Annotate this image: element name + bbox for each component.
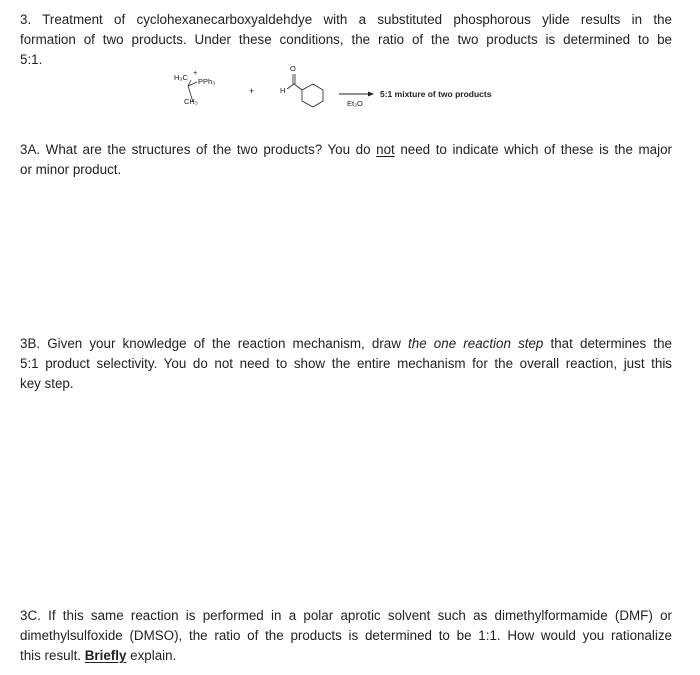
question-3c: [20, 606, 672, 666]
question-3b: [20, 334, 672, 394]
question-3c-line-2: dimethylsulfoxide (DMSO), the ratio of the products is determined to be 1:1. How would you rationalize: [20, 628, 672, 643]
question-3b-line-2: 5:1 product selectivity. You do not need to show the entire mechanism for the overall reaction, just this: [20, 356, 672, 371]
question-3a: [20, 140, 672, 180]
question-3c-text-end: explain.: [126, 648, 177, 663]
question-3a-text-end: need to indicate which of these is the major: [394, 142, 672, 157]
ylide-phosphorus-label: PPh₃: [198, 77, 216, 86]
question-3c-emphasis: Briefly: [84, 648, 127, 663]
reaction-scheme-drawing: [0, 62, 700, 120]
ylide-methyl-top-label: H₃C: [174, 73, 188, 82]
solvent-label: Et₂O: [347, 99, 363, 108]
question-3b-line-3: key step.: [20, 376, 74, 391]
ylide-charge-label: +: [193, 68, 198, 77]
reaction-scheme: [0, 62, 700, 120]
question-3b-line-1: [20, 334, 672, 354]
reaction-arrow-head: [368, 92, 374, 97]
aldehyde-h-bond: [287, 84, 294, 89]
question-3a-text-start: 3A. What are the structures of the two products? You do: [20, 142, 377, 157]
question-3c-line-3: [20, 646, 672, 666]
question-3-line-1: 3. Treatment of cyclohexanecarboxyaldehdye with a substituted phosphorous ylide results in the: [20, 12, 672, 27]
ring-attachment-bond: [294, 84, 302, 90]
question-3c-text-start: this result.: [20, 648, 85, 663]
cyclohexane-ring: [302, 84, 323, 107]
question-3-line-3: 5:1.: [20, 52, 43, 67]
question-3: [20, 10, 672, 70]
aldehyde-oxygen-label: O: [290, 64, 296, 73]
question-3b-text-start: 3B. Given your knowledge of the reaction mechanism, draw: [20, 336, 409, 351]
question-3b-emphasis: the one reaction step: [408, 336, 544, 351]
question-3c-line-1: 3C. If this same reaction is performed in a polar aprotic solvent such as dimethylformamide (DMF) or: [20, 608, 672, 623]
aldehyde-structure: [287, 74, 323, 107]
question-3a-line-2: or minor product.: [20, 162, 122, 177]
question-3-line-2: formation of two products. Under these conditions, the ratio of the two products is determined to be: [20, 32, 672, 47]
plus-sign: +: [249, 86, 255, 96]
reaction-result-label: 5:1 mixture of two products: [380, 89, 492, 99]
ylide-methyl-bottom-label: CH₃: [184, 97, 198, 106]
question-3a-line-1: [20, 140, 672, 160]
reaction-arrow: [339, 92, 374, 97]
aldehyde-hydrogen-label: H: [280, 86, 286, 95]
question-3a-emphasis: not: [376, 142, 395, 157]
question-3b-text-end: that determines the: [543, 336, 672, 351]
